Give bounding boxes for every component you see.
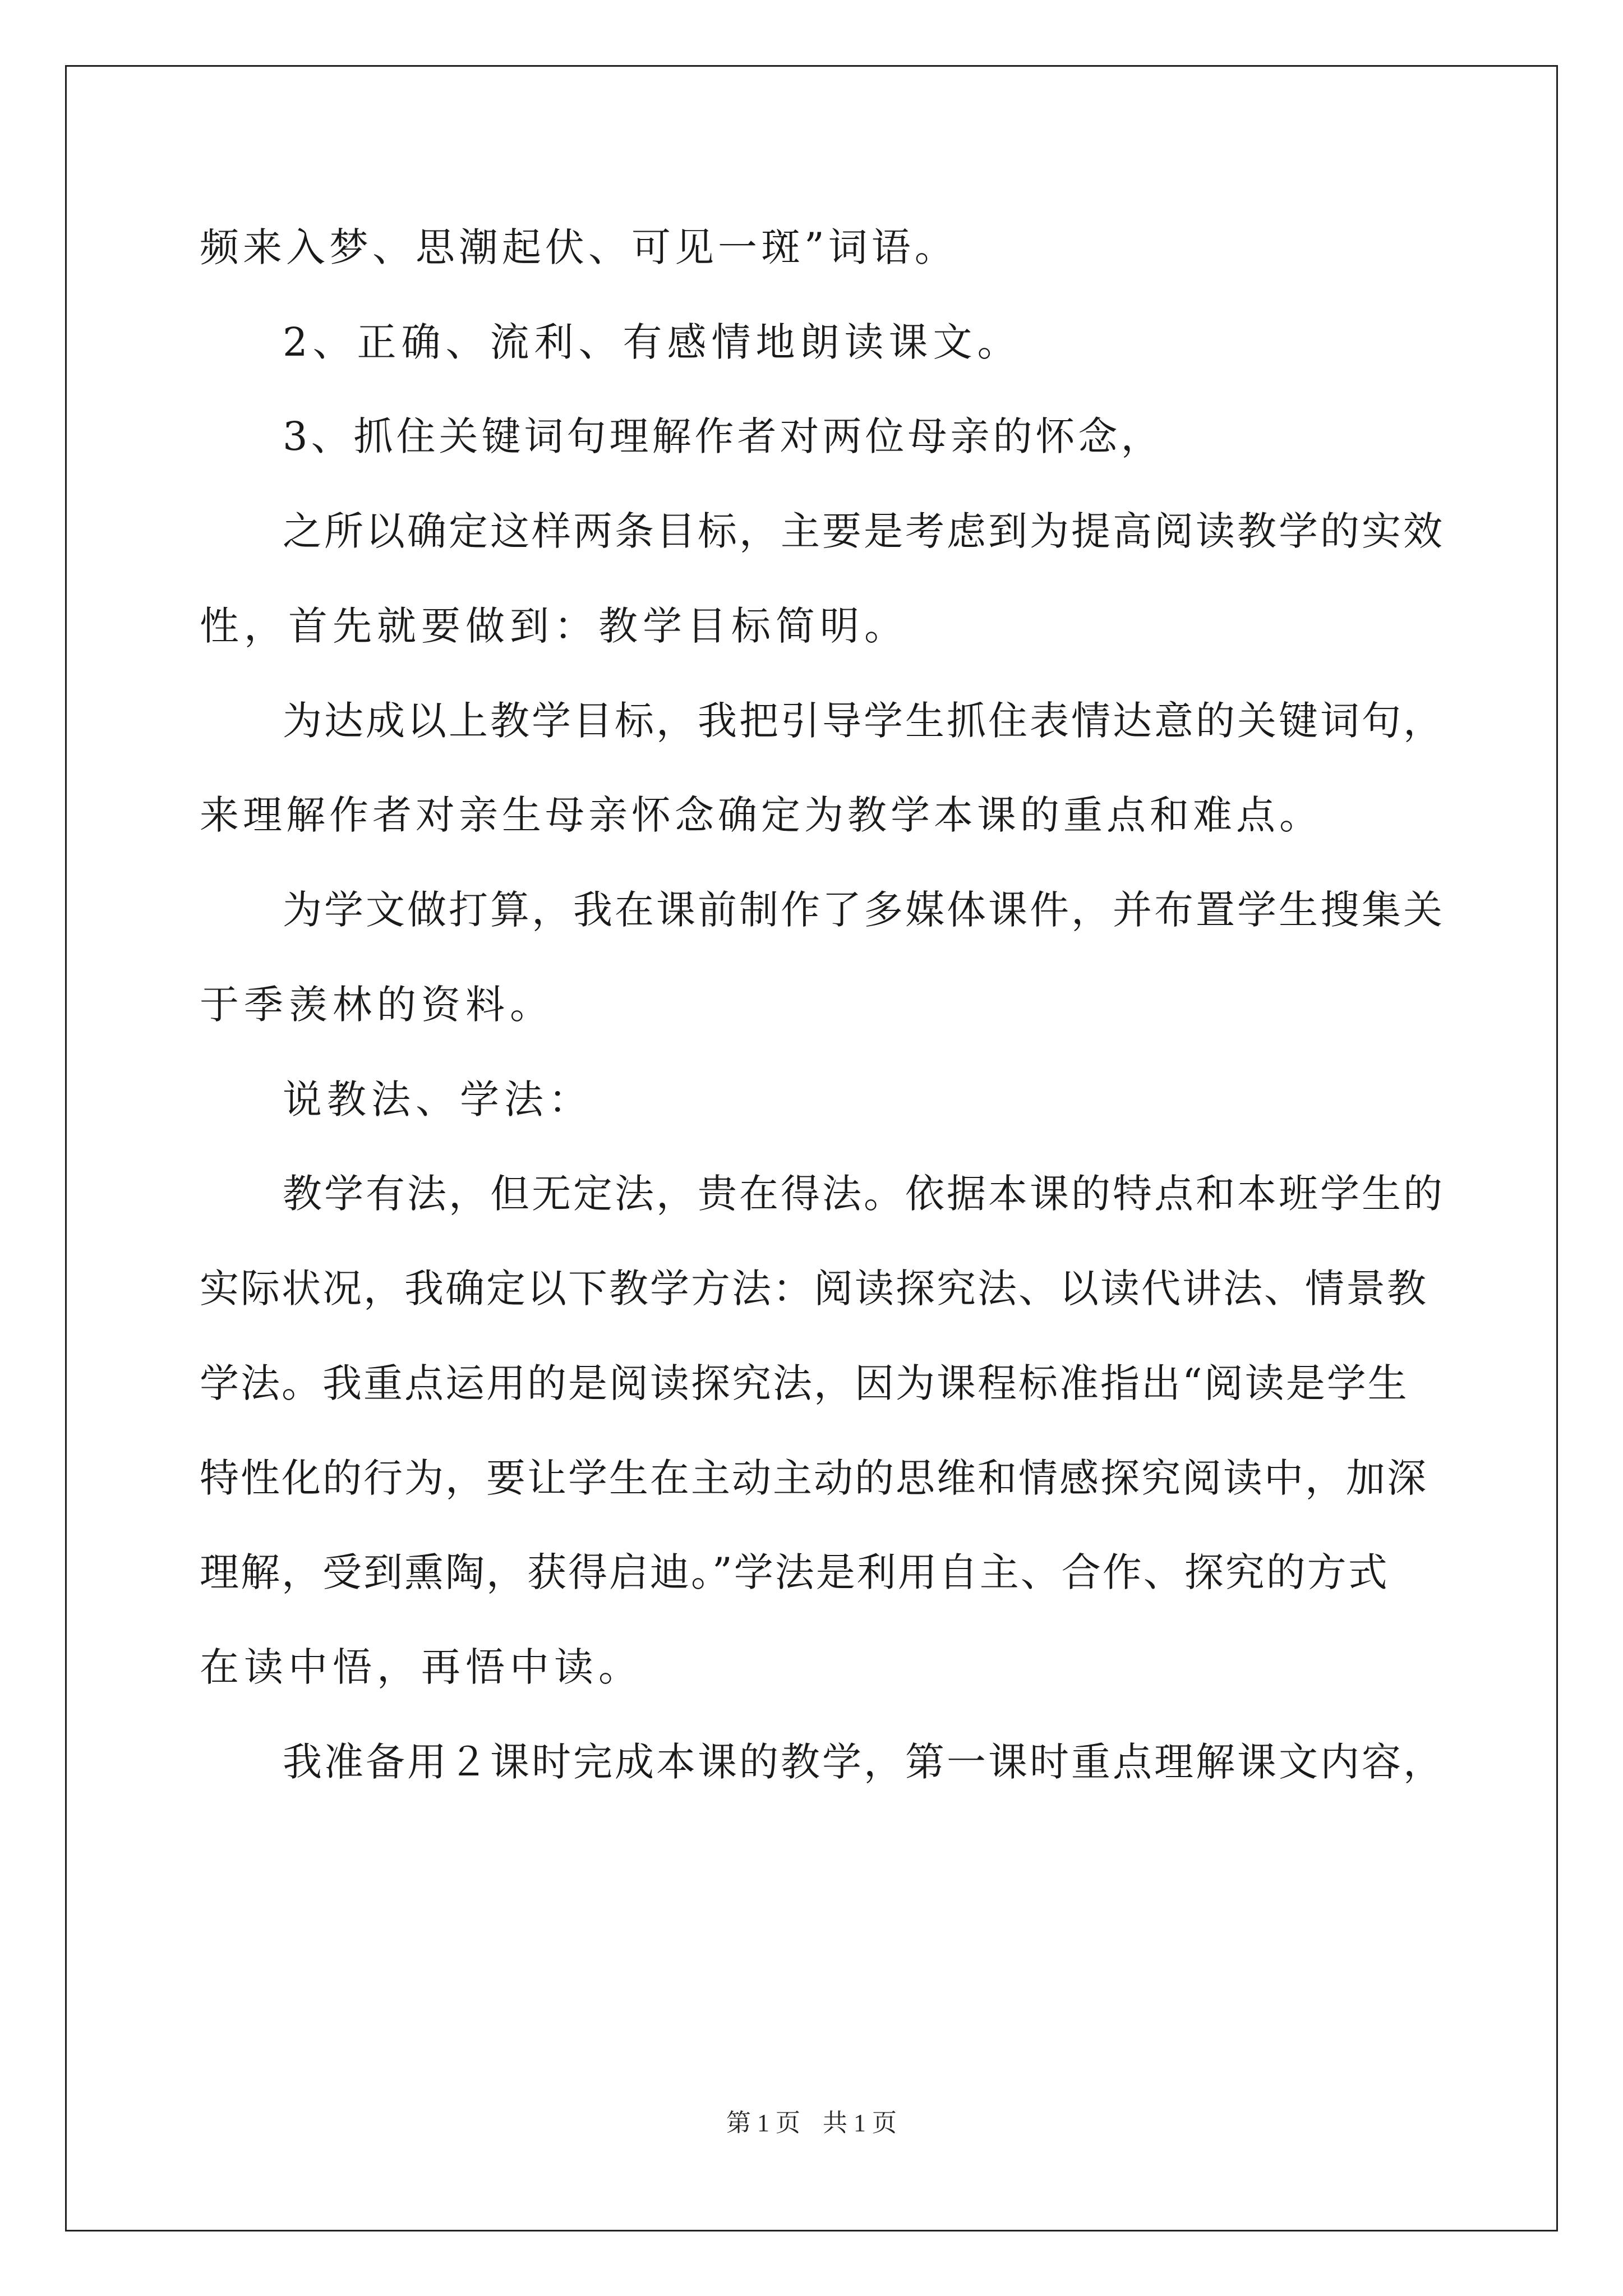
text-line: 理解，受到熏陶，获得启迪。”学法是利用自主、合作、探究的方式 <box>200 1549 1389 1595</box>
text-line: 来理解作者对亲生母亲怀念确定为教学本课的重点和难点。 <box>200 792 1322 838</box>
text-line: 学法。我重点运用的是阅读探究法，因为课程标准指出“阅读是学生 <box>200 1360 1409 1406</box>
text-line: 性，首先就要做到：教学目标简明。 <box>200 603 909 649</box>
text-line: 教学有法，但无定法，贵在得法。依据本课的特点和本班学生的 <box>283 1171 1445 1217</box>
page-total: 共 1 页 <box>823 2109 897 2137</box>
text-line: 3、抓住关键词句理解作者对两位母亲的怀念， <box>283 413 1164 459</box>
text-line: 之所以确定这样两条目标，主要是考虑到为提高阅读教学的实效 <box>283 508 1445 554</box>
text-line: 在读中悟，再悟中读。 <box>200 1644 643 1690</box>
text-line: 频来入梦、思潮起伏、可见一斑”词语。 <box>200 224 958 270</box>
text-line: 我准备用２课时完成本课的教学，第一课时重点理解课文内容， <box>283 1739 1445 1785</box>
text-line: 2、正确、流利、有感情地朗读课文。 <box>283 319 1022 365</box>
text-line: 为学文做打算，我在课前制作了多媒体课件，并布置学生搜集关 <box>283 887 1445 933</box>
page-footer <box>0 2106 1623 2140</box>
page-border <box>65 65 1558 2231</box>
text-line: 说教法、学法： <box>283 1076 593 1122</box>
text-line: 于季羡林的资料。 <box>200 982 554 1028</box>
page-number: 第 1 页 <box>726 2109 800 2137</box>
text-line: 为达成以上教学目标，我把引导学生抓住表情达意的关键词句， <box>283 698 1445 744</box>
text-line: 实际状况，我确定以下教学方法：阅读探究法、以读代讲法、情景教 <box>200 1266 1428 1312</box>
text-line: 特性化的行为，要让学生在主动主动的思维和情感探究阅读中，加深 <box>200 1455 1428 1501</box>
